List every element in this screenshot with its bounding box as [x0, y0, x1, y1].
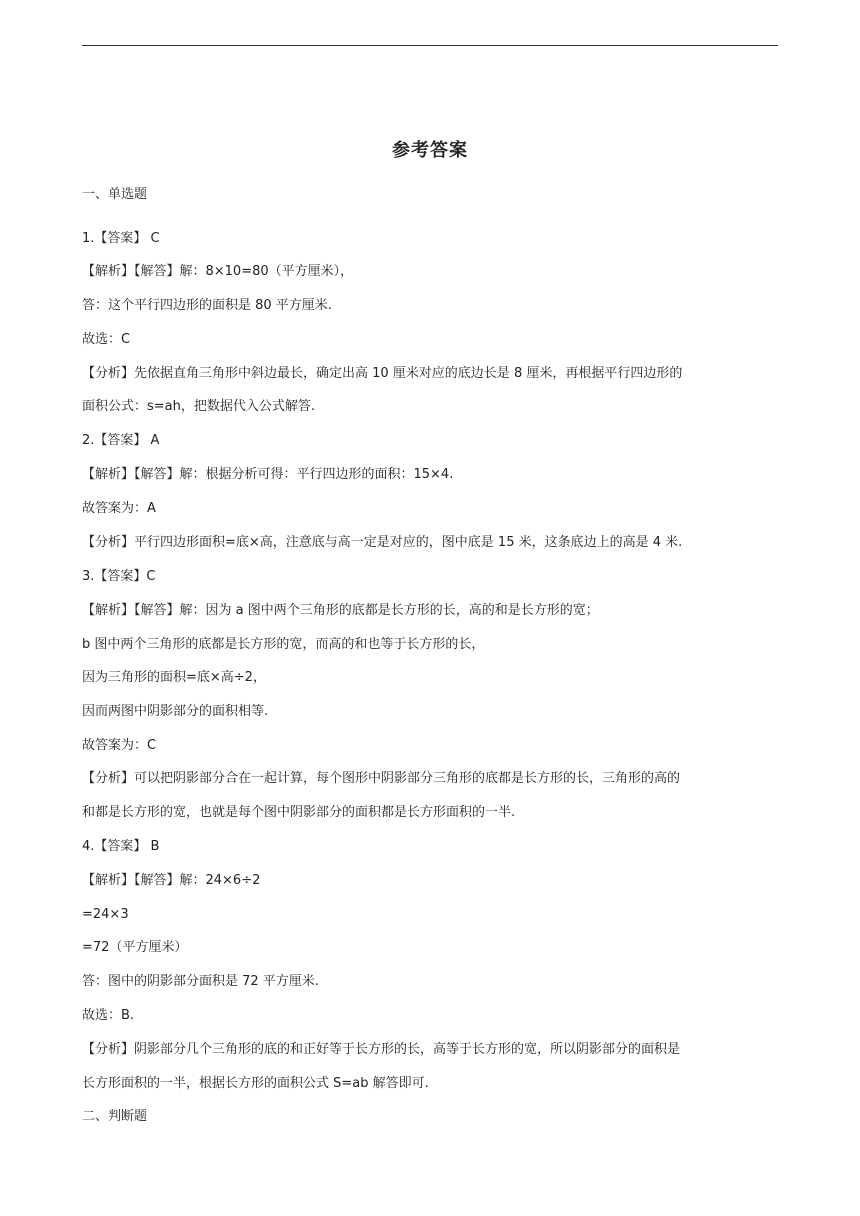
text-line: 故选：C	[82, 332, 131, 347]
text-line: =72（平方厘米）	[82, 940, 188, 955]
text-line: 故答案为：C	[82, 738, 157, 753]
answer-line: 4.【答案】 B	[82, 839, 160, 854]
text-line: b 图中两个三角形的底都是长方形的宽，而高的和也等于长方形的长，	[82, 637, 485, 652]
text-line: 因而两图中阴影部分的面积相等.	[82, 704, 269, 719]
text-line: 【解析】【解答】解：因为 a 图中两个三角形的底都是长方形的长，高的和是长方形的宽；	[82, 603, 599, 618]
text-line: 【分析】先依据直角三角形中斜边最长，确定出高 10 厘米对应的底边长是 8 厘米，再根据平行四边形的	[82, 366, 683, 381]
text-line: 故答案为：A	[82, 501, 156, 516]
text-line: 【分析】阴影部分几个三角形的底的和正好等于长方形的长，高等于长方形的宽，所以阴影部分的面积是	[82, 1042, 681, 1057]
answer-line: 3.【答案】C	[82, 569, 156, 584]
text-line: 【解析】【解答】解：8×10=80（平方厘米），	[82, 264, 354, 279]
section-heading: 二、判断题	[82, 1109, 148, 1124]
text-line: 【解析】【解答】解：24×6÷2	[82, 873, 261, 888]
page-title: 参考答案	[392, 140, 468, 161]
text-line: 面积公式：s=ah，把数据代入公式解答.	[82, 399, 316, 414]
text-line: 和都是长方形的宽，也就是每个图中阴影部分的面积都是长方形面积的一半.	[82, 805, 516, 820]
text-line: 长方形面积的一半，根据长方形的面积公式 S=ab 解答即可.	[82, 1076, 429, 1091]
text-line: 【分析】平行四边形面积=底×高，注意底与高一定是对应的，图中底是 15 米，这条底边上的高是 4 米.	[82, 535, 683, 550]
text-line: =24×3	[82, 907, 129, 922]
header-rule	[82, 45, 778, 46]
text-line: 答：图中的阴影部分面积是 72 平方厘米.	[82, 974, 319, 989]
answer-line: 2.【答案】 A	[82, 433, 160, 448]
text-line: 故选：B.	[82, 1008, 135, 1023]
answer-line: 1.【答案】 C	[82, 231, 160, 246]
text-line: 答：这个平行四边形的面积是 80 平方厘米.	[82, 298, 332, 313]
text-line: 【分析】可以把阴影部分合在一起计算，每个图形中阴影部分三角形的底都是长方形的长，三角形的高的	[82, 771, 681, 786]
text-line: 【解析】【解答】解：根据分析可得：平行四边形的面积：15×4.	[82, 467, 454, 482]
section-heading: 一、单选题	[82, 187, 148, 202]
text-line: 因为三角形的面积=底×高÷2，	[82, 670, 266, 685]
